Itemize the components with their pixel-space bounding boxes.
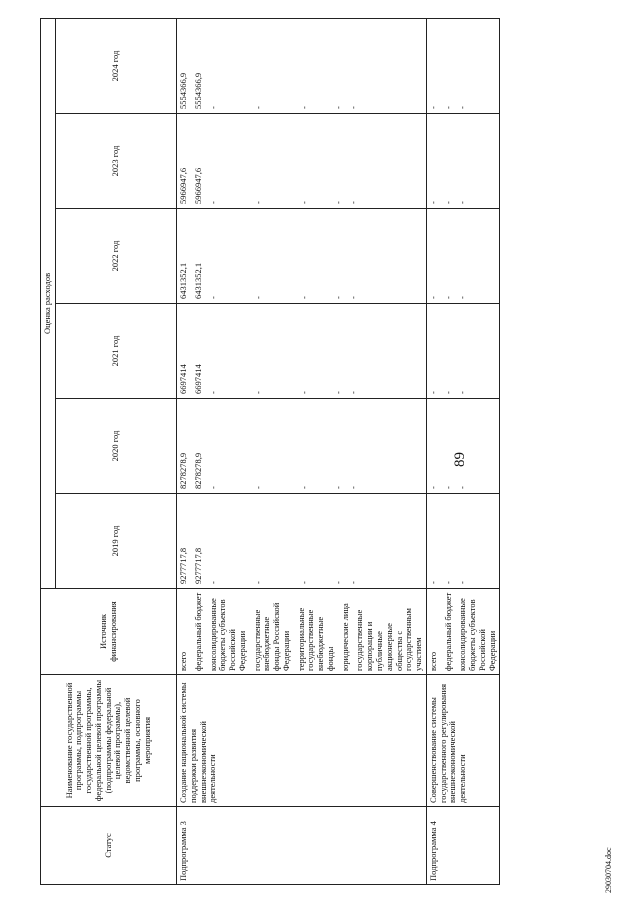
header-year-2019: 2019 год: [56, 494, 177, 589]
value-cell: -: [457, 581, 468, 584]
source-label: государственные корпорации и публичные акционерные общества с государственным участием: [354, 608, 424, 671]
values-2024: [426, 18, 500, 113]
value-cell: 6697414: [192, 364, 203, 394]
source-label: консолидированные бюджеты субъектов Российской Федерации: [207, 598, 247, 671]
source-label: юридические лица: [339, 603, 350, 671]
source-label: всего: [427, 651, 438, 671]
value-cell: 5554366,9: [178, 72, 188, 109]
values-2023: [426, 114, 500, 209]
value-cell: -: [347, 201, 358, 204]
value-cell: -: [427, 106, 438, 109]
value-cell: 6431352,1: [178, 262, 188, 299]
value-cell: -: [332, 391, 343, 394]
value-cell: -: [427, 581, 438, 584]
value-cell: -: [457, 486, 468, 489]
value-cell: -: [299, 581, 310, 584]
table-row-subprogram-3: [177, 18, 427, 884]
value-cell: 6697414: [178, 364, 188, 394]
value-cell: 5966947,6: [178, 167, 188, 204]
value-cell: -: [299, 201, 310, 204]
table-row-subprogram-4: [426, 18, 500, 884]
values-2019: [426, 494, 500, 589]
value-cell: -: [299, 391, 310, 394]
value-cell: -: [332, 296, 343, 299]
value-cell: -: [253, 201, 264, 204]
header-source: Источник финансирования: [41, 589, 177, 675]
value-cell: 5554366,9: [192, 72, 203, 109]
value-cell: -: [427, 486, 438, 489]
source-label: государственные внебюджетные фонды Российской Федерации: [251, 602, 291, 671]
value-cell: -: [207, 486, 218, 489]
header-year-2021: 2021 год: [56, 304, 177, 399]
value-cell: -: [332, 581, 343, 584]
value-cell: -: [253, 486, 264, 489]
row-sources: [177, 589, 427, 675]
row-status: Подпрограмма 3: [177, 807, 427, 885]
values-2019: [177, 494, 427, 589]
values-2021: [426, 304, 500, 399]
value-cell: -: [442, 391, 453, 394]
header-status: Статус: [41, 807, 177, 885]
value-cell: -: [347, 391, 358, 394]
header-estimate: Оценка расходов: [41, 18, 56, 588]
value-cell: -: [457, 106, 468, 109]
header-year-2020: 2020 год: [56, 399, 177, 494]
value-cell: -: [427, 201, 438, 204]
values-2024: [177, 18, 427, 113]
value-cell: -: [427, 391, 438, 394]
value-cell: -: [347, 296, 358, 299]
values-2021: [177, 304, 427, 399]
value-cell: -: [427, 296, 438, 299]
values-2022: [426, 209, 500, 304]
value-cell: -: [207, 201, 218, 204]
page-number: 89: [452, 452, 468, 467]
value-cell: -: [442, 486, 453, 489]
header-year-2024: 2024 год: [56, 18, 177, 113]
value-cell: -: [442, 296, 453, 299]
source-label: всего: [178, 651, 188, 671]
value-cell: 9277717,8: [192, 547, 203, 584]
values-2022: [177, 209, 427, 304]
value-cell: -: [457, 296, 468, 299]
header-name: Наименование государственной программы, подпрограммы государственной программы, федеральной целевой программы (подпрограммы федеральной целевой программы), ведомственной целевой программы, основного мероприятия: [41, 675, 177, 807]
values-2023: [177, 114, 427, 209]
value-cell: -: [347, 106, 358, 109]
value-cell: -: [442, 201, 453, 204]
value-cell: -: [207, 581, 218, 584]
footer-filename: 29030704.doc: [604, 847, 613, 893]
header-year-2023: 2023 год: [56, 114, 177, 209]
value-cell: -: [299, 486, 310, 489]
value-cell: -: [457, 391, 468, 394]
value-cell: -: [207, 106, 218, 109]
value-cell: -: [347, 486, 358, 489]
source-label: федеральный бюджет: [192, 592, 203, 671]
value-cell: -: [332, 201, 343, 204]
value-cell: -: [207, 296, 218, 299]
values-2020: [177, 399, 427, 494]
value-cell: -: [253, 106, 264, 109]
row-sources: [426, 589, 500, 675]
value-cell: -: [332, 106, 343, 109]
value-cell: 5966947,6: [192, 167, 203, 204]
value-cell: 8278278,9: [178, 452, 188, 489]
row-name: Совершенствование системы государственного регулирования внешнеэкономической деятельности: [426, 675, 500, 807]
row-name: Создание национальной системы поддержки развития внешнеэкономической деятельности: [177, 675, 427, 807]
value-cell: 8278278,9: [192, 452, 203, 489]
value-cell: 9277717,8: [178, 547, 188, 584]
value-cell: -: [299, 106, 310, 109]
header-year-2022: 2022 год: [56, 209, 177, 304]
value-cell: -: [253, 581, 264, 584]
values-2020: [426, 399, 500, 494]
value-cell: -: [457, 201, 468, 204]
value-cell: -: [347, 581, 358, 584]
value-cell: -: [207, 391, 218, 394]
value-cell: -: [253, 391, 264, 394]
budget-table: [40, 18, 500, 885]
source-label: федеральный бюджет: [442, 592, 453, 671]
value-cell: -: [442, 581, 453, 584]
value-cell: -: [253, 296, 264, 299]
value-cell: -: [332, 486, 343, 489]
row-status: Подпрограмма 4: [426, 807, 500, 885]
source-label: территориальные государственные внебюджетные фонды: [295, 607, 335, 671]
source-label: консолидированные бюджеты субъектов Российской Федерации: [457, 598, 497, 671]
value-cell: -: [442, 106, 453, 109]
value-cell: 6431352,1: [192, 262, 203, 299]
value-cell: -: [299, 296, 310, 299]
